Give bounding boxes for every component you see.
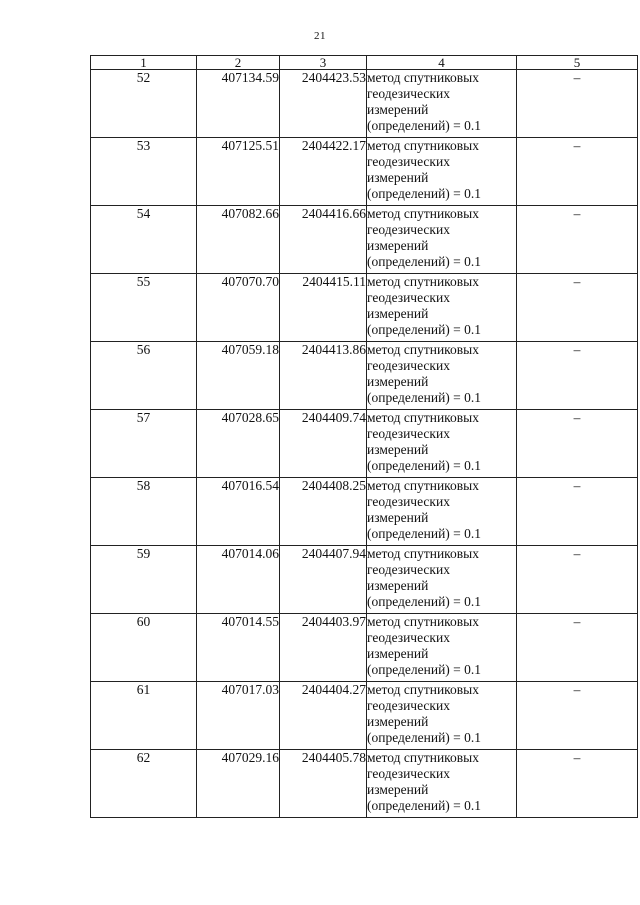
method-line: измерений bbox=[367, 782, 429, 797]
method-line: (определений) = 0.1 bbox=[367, 526, 482, 541]
method-line: (определений) = 0.1 bbox=[367, 458, 482, 473]
y-coordinate-cell: 2404413.86 bbox=[280, 342, 367, 410]
x-coordinate-cell: 407134.59 bbox=[197, 70, 280, 138]
point-number-cell: 52 bbox=[91, 70, 197, 138]
method-cell bbox=[367, 614, 517, 682]
method-line: измерений bbox=[367, 578, 429, 593]
method-line: геодезических bbox=[367, 290, 450, 305]
page-number: 21 bbox=[314, 30, 326, 42]
method-line: метод спутниковых bbox=[367, 206, 479, 221]
x-coordinate-cell: 407059.18 bbox=[197, 342, 280, 410]
note-cell: – bbox=[517, 206, 638, 274]
table-row bbox=[91, 546, 638, 614]
method-line: геодезических bbox=[367, 154, 450, 169]
method-line: геодезических bbox=[367, 630, 450, 645]
method-cell bbox=[367, 682, 517, 750]
x-coordinate-cell: 407014.06 bbox=[197, 546, 280, 614]
method-cell bbox=[367, 410, 517, 478]
table-body bbox=[91, 70, 638, 818]
note-cell: – bbox=[517, 274, 638, 342]
method-line: измерений bbox=[367, 510, 429, 525]
point-number-cell: 56 bbox=[91, 342, 197, 410]
point-number-cell: 60 bbox=[91, 614, 197, 682]
point-number-cell: 53 bbox=[91, 138, 197, 206]
method-line: метод спутниковых bbox=[367, 750, 479, 765]
note-cell: – bbox=[517, 410, 638, 478]
note-cell: – bbox=[517, 546, 638, 614]
method-line: метод спутниковых bbox=[367, 410, 479, 425]
method-line: геодезических bbox=[367, 562, 450, 577]
table-row bbox=[91, 410, 638, 478]
coordinates-table bbox=[90, 55, 638, 818]
method-line: (определений) = 0.1 bbox=[367, 390, 482, 405]
table-row bbox=[91, 614, 638, 682]
table-header bbox=[91, 56, 638, 70]
method-line: измерений bbox=[367, 306, 429, 321]
method-line: метод спутниковых bbox=[367, 546, 479, 561]
method-line: измерений bbox=[367, 374, 429, 389]
method-line: метод спутниковых bbox=[367, 70, 479, 85]
table-row bbox=[91, 682, 638, 750]
method-cell bbox=[367, 546, 517, 614]
point-number-cell: 61 bbox=[91, 682, 197, 750]
method-line: измерений bbox=[367, 238, 429, 253]
method-line: (определений) = 0.1 bbox=[367, 322, 482, 337]
method-line: измерений bbox=[367, 442, 429, 457]
point-number-cell: 59 bbox=[91, 546, 197, 614]
method-cell bbox=[367, 478, 517, 546]
note-cell: – bbox=[517, 750, 638, 818]
method-cell bbox=[367, 138, 517, 206]
point-number-cell: 57 bbox=[91, 410, 197, 478]
method-line: метод спутниковых bbox=[367, 342, 479, 357]
method-line: геодезических bbox=[367, 494, 450, 509]
note-cell: – bbox=[517, 342, 638, 410]
method-line: геодезических bbox=[367, 86, 450, 101]
y-coordinate-cell: 2404403.97 bbox=[280, 614, 367, 682]
y-coordinate-cell: 2404422.17 bbox=[280, 138, 367, 206]
header-col-4: 4 bbox=[367, 56, 517, 70]
table-row bbox=[91, 478, 638, 546]
method-line: измерений bbox=[367, 170, 429, 185]
point-number-cell: 55 bbox=[91, 274, 197, 342]
table-row bbox=[91, 138, 638, 206]
x-coordinate-cell: 407082.66 bbox=[197, 206, 280, 274]
method-line: метод спутниковых bbox=[367, 682, 479, 697]
header-row bbox=[91, 56, 638, 70]
method-line: метод спутниковых bbox=[367, 138, 479, 153]
table-row bbox=[91, 274, 638, 342]
method-line: (определений) = 0.1 bbox=[367, 798, 482, 813]
x-coordinate-cell: 407070.70 bbox=[197, 274, 280, 342]
y-coordinate-cell: 2404408.25 bbox=[280, 478, 367, 546]
note-cell: – bbox=[517, 614, 638, 682]
y-coordinate-cell: 2404409.74 bbox=[280, 410, 367, 478]
method-line: (определений) = 0.1 bbox=[367, 118, 482, 133]
y-coordinate-cell: 2404405.78 bbox=[280, 750, 367, 818]
header-col-1: 1 bbox=[91, 56, 197, 70]
y-coordinate-cell: 2404404.27 bbox=[280, 682, 367, 750]
y-coordinate-cell: 2404416.66 bbox=[280, 206, 367, 274]
note-cell: – bbox=[517, 682, 638, 750]
method-line: измерений bbox=[367, 646, 429, 661]
x-coordinate-cell: 407125.51 bbox=[197, 138, 280, 206]
table-row bbox=[91, 206, 638, 274]
method-line: метод спутниковых bbox=[367, 478, 479, 493]
y-coordinate-cell: 2404415.11 bbox=[280, 274, 367, 342]
point-number-cell: 54 bbox=[91, 206, 197, 274]
x-coordinate-cell: 407029.16 bbox=[197, 750, 280, 818]
note-cell: – bbox=[517, 70, 638, 138]
point-number-cell: 58 bbox=[91, 478, 197, 546]
y-coordinate-cell: 2404423.53 bbox=[280, 70, 367, 138]
method-cell bbox=[367, 70, 517, 138]
method-line: геодезических bbox=[367, 222, 450, 237]
method-cell bbox=[367, 342, 517, 410]
method-line: измерений bbox=[367, 102, 429, 117]
method-line: измерений bbox=[367, 714, 429, 729]
method-line: (определений) = 0.1 bbox=[367, 594, 482, 609]
method-line: геодезических bbox=[367, 426, 450, 441]
method-cell bbox=[367, 750, 517, 818]
method-line: геодезических bbox=[367, 698, 450, 713]
note-cell: – bbox=[517, 138, 638, 206]
y-coordinate-cell: 2404407.94 bbox=[280, 546, 367, 614]
x-coordinate-cell: 407017.03 bbox=[197, 682, 280, 750]
x-coordinate-cell: 407016.54 bbox=[197, 478, 280, 546]
method-cell bbox=[367, 206, 517, 274]
note-cell: – bbox=[517, 478, 638, 546]
x-coordinate-cell: 407028.65 bbox=[197, 410, 280, 478]
method-line: (определений) = 0.1 bbox=[367, 254, 482, 269]
method-line: геодезических bbox=[367, 358, 450, 373]
table-row bbox=[91, 342, 638, 410]
method-cell bbox=[367, 274, 517, 342]
method-line: метод спутниковых bbox=[367, 274, 479, 289]
x-coordinate-cell: 407014.55 bbox=[197, 614, 280, 682]
method-line: метод спутниковых bbox=[367, 614, 479, 629]
table-row bbox=[91, 70, 638, 138]
header-col-3: 3 bbox=[280, 56, 367, 70]
header-col-2: 2 bbox=[197, 56, 280, 70]
method-line: (определений) = 0.1 bbox=[367, 186, 482, 201]
method-line: (определений) = 0.1 bbox=[367, 730, 482, 745]
table-row bbox=[91, 750, 638, 818]
point-number-cell: 62 bbox=[91, 750, 197, 818]
method-line: (определений) = 0.1 bbox=[367, 662, 482, 677]
header-col-5: 5 bbox=[517, 56, 638, 70]
method-line: геодезических bbox=[367, 766, 450, 781]
